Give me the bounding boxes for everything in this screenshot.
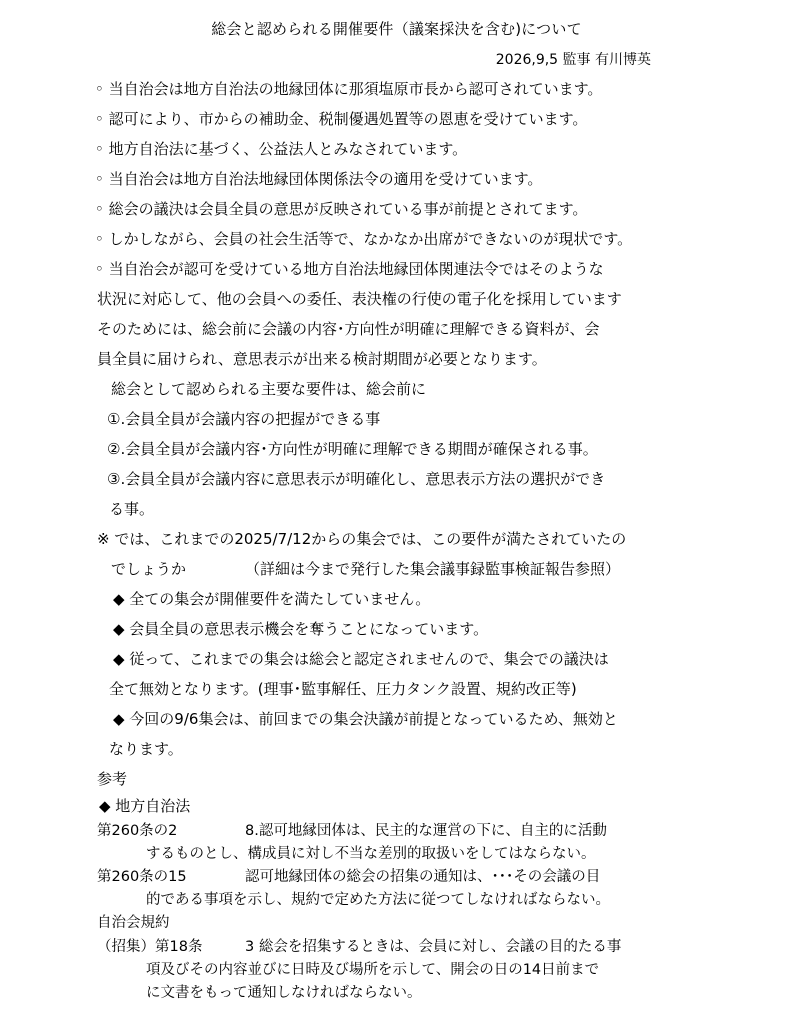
article-label: 第260条の15 — [97, 869, 187, 885]
article-label: （招集）第18条 — [97, 939, 203, 955]
diamond-item: ◆ 従って、これまでの集会は総会と認定されませんので、集会での議決は — [113, 650, 609, 668]
reference-heading: 参考 — [97, 770, 128, 788]
requirement-item: ①.会員全員が会議内容の把握ができる事 — [107, 410, 381, 428]
paragraph-line: そのためには、総会前に会議の内容･方向性が明確に理解できる資料が、会 — [97, 320, 600, 338]
requirement-item: ③.会員全員が会議内容に意思表示が明確化し、意思表示方法の選択ができ — [107, 470, 606, 488]
note-reference: （詳細は今まで発行した集会議事録監事検証報告参照） — [245, 560, 621, 578]
article-text: 8.認可地縁団体は、民主的な運営の下に、自主的に活動 — [245, 823, 607, 839]
article-text: 項及びその内容並びに日時及び場所を示して、開会の日の14日前まで — [146, 962, 600, 978]
requirement-item: ②.会員全員が会議内容･方向性が明確に理解できる期間が確保される事。 — [107, 440, 598, 458]
note-line: ※ では、これまでの2025/7/12からの集会では、この要件が満たされていたの — [97, 530, 627, 548]
bullet-item: ◦ 当自治会は地方自治法の地縁団体に那須塩原市長から認可されています。 — [95, 80, 603, 98]
article-text: 認可地縁団体の総会の招集の通知は、･･･その会議の目 — [245, 869, 601, 885]
bullet-item: ◦ 地方自治法に基づく、公益法人とみなされています。 — [95, 140, 468, 158]
diamond-item: ◆ 今回の9/6集会は、前回までの集会決議が前提となっているため、無効と — [113, 710, 618, 728]
article-text: 3 総会を招集するときは、会員に対し、会議の目的たる事 — [245, 939, 622, 955]
article-text: するものとし、構成員に対し不当な差別的取扱いをしてはならない。 — [146, 846, 596, 862]
bullet-item: ◦ 総会の議決は会員全員の意思が反映されている事が前提とされてます。 — [95, 200, 588, 218]
document-title: 総会と認められる開催要件（議案採決を含む)について — [211, 20, 582, 38]
rules-heading: 自治会規約 — [97, 915, 170, 931]
paragraph-line: 員全員に届けられ、意思表示が出来る検討期間が必要となります。 — [97, 350, 547, 368]
article-text: に文書をもって通知しなければならない。 — [146, 985, 422, 1001]
diamond-item-continued: なります。 — [109, 740, 183, 758]
bullet-item: ◦ 認可により、市からの補助金、税制優遇処置等の恩恵を受けています。 — [95, 110, 588, 128]
law-heading: ◆ 地方自治法 — [99, 797, 191, 815]
bullet-item: ◦ 当自治会は地方自治法地縁団体関係法令の適用を受けています。 — [95, 170, 543, 188]
diamond-item: ◆ 全ての集会が開催要件を満たしていません。 — [113, 590, 431, 608]
bullet-item: ◦ しかしながら、会員の社会生活等で、なかなか出席ができないのが現状です。 — [95, 230, 633, 248]
article-label: 第260条の2 — [97, 823, 178, 839]
paragraph-line: 状況に対応して、他の会員への委任、表決権の行使の電子化を採用しています — [97, 290, 622, 308]
requirements-intro: 総会として認められる主要な要件は、総会前に — [111, 380, 427, 398]
diamond-item-continued: 全て無効となります。(理事･監事解任、圧力タンク設置、規約改正等) — [109, 680, 577, 698]
bullet-item: ◦ 当自治会が認可を受けている地方自治法地縁団体関連法令ではそのような — [95, 260, 604, 278]
requirement-item-continued: る事。 — [109, 500, 155, 518]
note-line: でしょうか — [111, 560, 187, 578]
diamond-item: ◆ 会員全員の意思表示機会を奪うことになっています。 — [113, 620, 489, 638]
date-and-author: 2026,9,5 監事 有川博英 — [495, 52, 651, 68]
article-text: 的である事項を示し、規約で定めた方法に従つてしなければならない。 — [146, 892, 610, 908]
